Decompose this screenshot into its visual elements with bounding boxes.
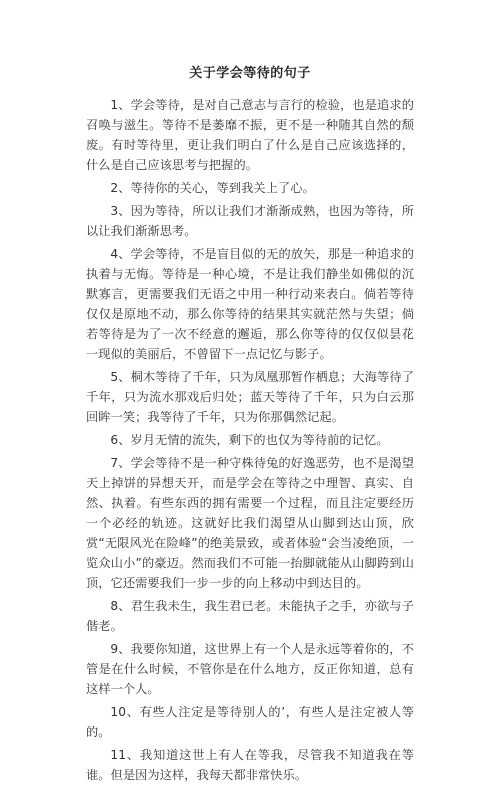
paragraph-list [86, 95, 414, 785]
paragraph: 7、学会等待不是一种守株待兔的好逸恶劳，也不是渴望天上掉饼的异想天开，而是学会在等待之中理智、真实、自然、执着。有些东西的拥有需要一个过程，而且注定要经历一个必经的轨迹。这就好比我们渴望从山脚到达山顶，欣赏“无限风光在险峰”的绝美景致，或者体验“会当凌绝顶，一览众山小”的豪迈。然而我们不可能一抬脚就能从山脚跨到山顶，它还需要我们一步一步的向上移动中到达目的。 [86, 456, 414, 590]
paragraph: 11、我知道这世上有人在等我，尽管我不知道我在等谁。但是因为这样，我每天都非常快乐。 [86, 748, 414, 782]
page-title: 关于学会等待的句子 [189, 66, 311, 81]
paragraph: 1、学会等待，是对自己意志与言行的检验，也是追求的召唤与滋生。等待不是萎靡不振，更不是一种随其自然的颓废。有时等待里，更让我们明白了什么是自己应该选择的，什么是自己应该思考与把握的。 [86, 98, 414, 172]
paragraph: 9、我要你知道，这世界上有一个人是永远等着你的，不管是在什么时候，不管你是在什么地方，反正你知道，总有这样一个人。 [86, 642, 414, 696]
paragraph: 10、有些人注定是等待别人的’，有些人是注定被人等的。 [86, 705, 414, 739]
paragraph: 2、等待你的关心，等到我关上了心。 [110, 181, 315, 195]
paragraph: 3、因为等待，所以让我们才渐渐成熟，也因为等待，所以让我们渐渐思考。 [86, 204, 414, 238]
paragraph: 8、君生我未生，我生君已老。未能执子之手，亦欲与子偕老。 [86, 599, 414, 633]
paragraph: 4、学会等待，不是盲目似的无的放矢，那是一种追求的执着与无悔。等待是一种心境，不是让我们静坐如佛似的沉默寡言，更需要我们无语之中用一种行动来表白。倘若等待仅仅是原地不动，那么你等待的结果其实就茫然与失望；倘若等待是为了一次不经意的邂逅，那么你等待的仅仅似昙花一现似的美丽后，不曾留下一点记忆与影子。 [86, 247, 414, 361]
paragraph: 5、桐木等待了千年，只为凤凰那暂作栖息；大海等待了千年，只为流水那戏后归处；蓝天等待了千年，只为白云那回眸一笑；我等待了千年，只为你那偶然记起。 [86, 370, 414, 424]
paragraph: 6、岁月无情的流失，剩下的也仅为等待前的记忆。 [110, 433, 389, 447]
